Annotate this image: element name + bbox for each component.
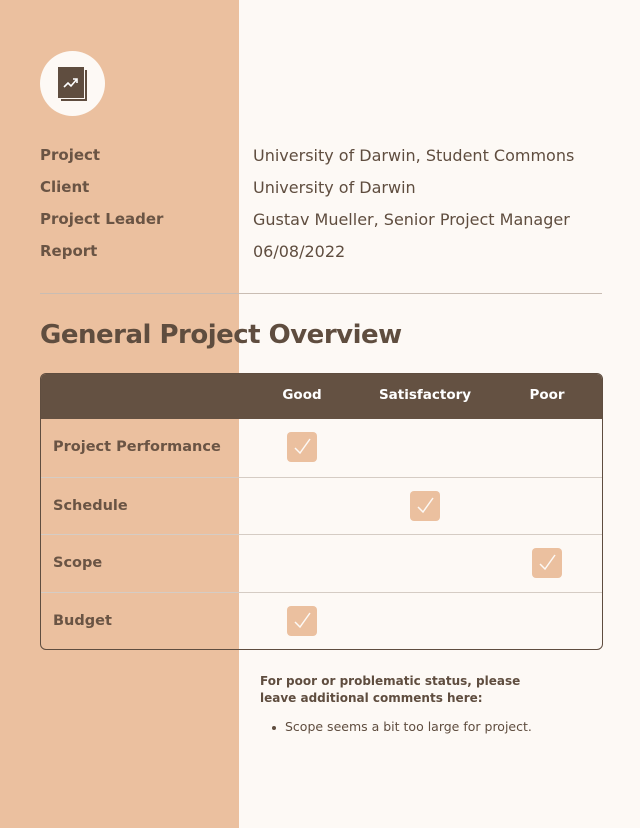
comment-item xyxy=(272,719,532,734)
row-label: Scope xyxy=(53,555,103,571)
checkmark-icon xyxy=(536,552,558,574)
checkmark-icon xyxy=(291,436,313,458)
table-row xyxy=(41,419,602,477)
column-header-good: Good xyxy=(282,387,322,403)
table-row xyxy=(41,534,602,592)
info-label: Client xyxy=(40,178,90,196)
report-chart-icon xyxy=(57,66,89,102)
info-value: Gustav Mueller, Senior Project Manager xyxy=(253,210,570,229)
page-title: General Project Overview xyxy=(40,320,402,350)
status-checkbox[interactable] xyxy=(532,548,562,578)
comments-heading: For poor or problematic status, please leave additional comments here: xyxy=(260,674,521,705)
column-header-poor: Poor xyxy=(529,387,565,403)
table-row xyxy=(41,592,602,650)
info-value: University of Darwin, Student Commons xyxy=(253,146,575,165)
info-value: University of Darwin xyxy=(253,178,416,197)
checkmark-icon xyxy=(291,610,313,632)
comment-text: Scope seems a bit too large for project. xyxy=(285,719,532,734)
status-table xyxy=(40,373,603,650)
row-label: Budget xyxy=(53,612,112,629)
row-label: Project Performance xyxy=(53,439,221,455)
status-checkbox[interactable] xyxy=(410,491,440,521)
row-label: Schedule xyxy=(53,497,128,514)
info-value: 06/08/2022 xyxy=(253,242,346,261)
checkmark-icon xyxy=(414,495,436,517)
info-label: Report xyxy=(40,242,98,260)
table-row xyxy=(41,477,602,535)
column-header-satisfactory: Satisfactory xyxy=(378,387,472,403)
divider xyxy=(40,293,602,294)
info-label: Project xyxy=(40,146,101,164)
report-logo xyxy=(40,51,105,116)
info-label: Project Leader xyxy=(40,210,164,228)
table-header xyxy=(41,374,602,419)
status-checkbox[interactable] xyxy=(287,432,317,462)
status-checkbox[interactable] xyxy=(287,606,317,636)
